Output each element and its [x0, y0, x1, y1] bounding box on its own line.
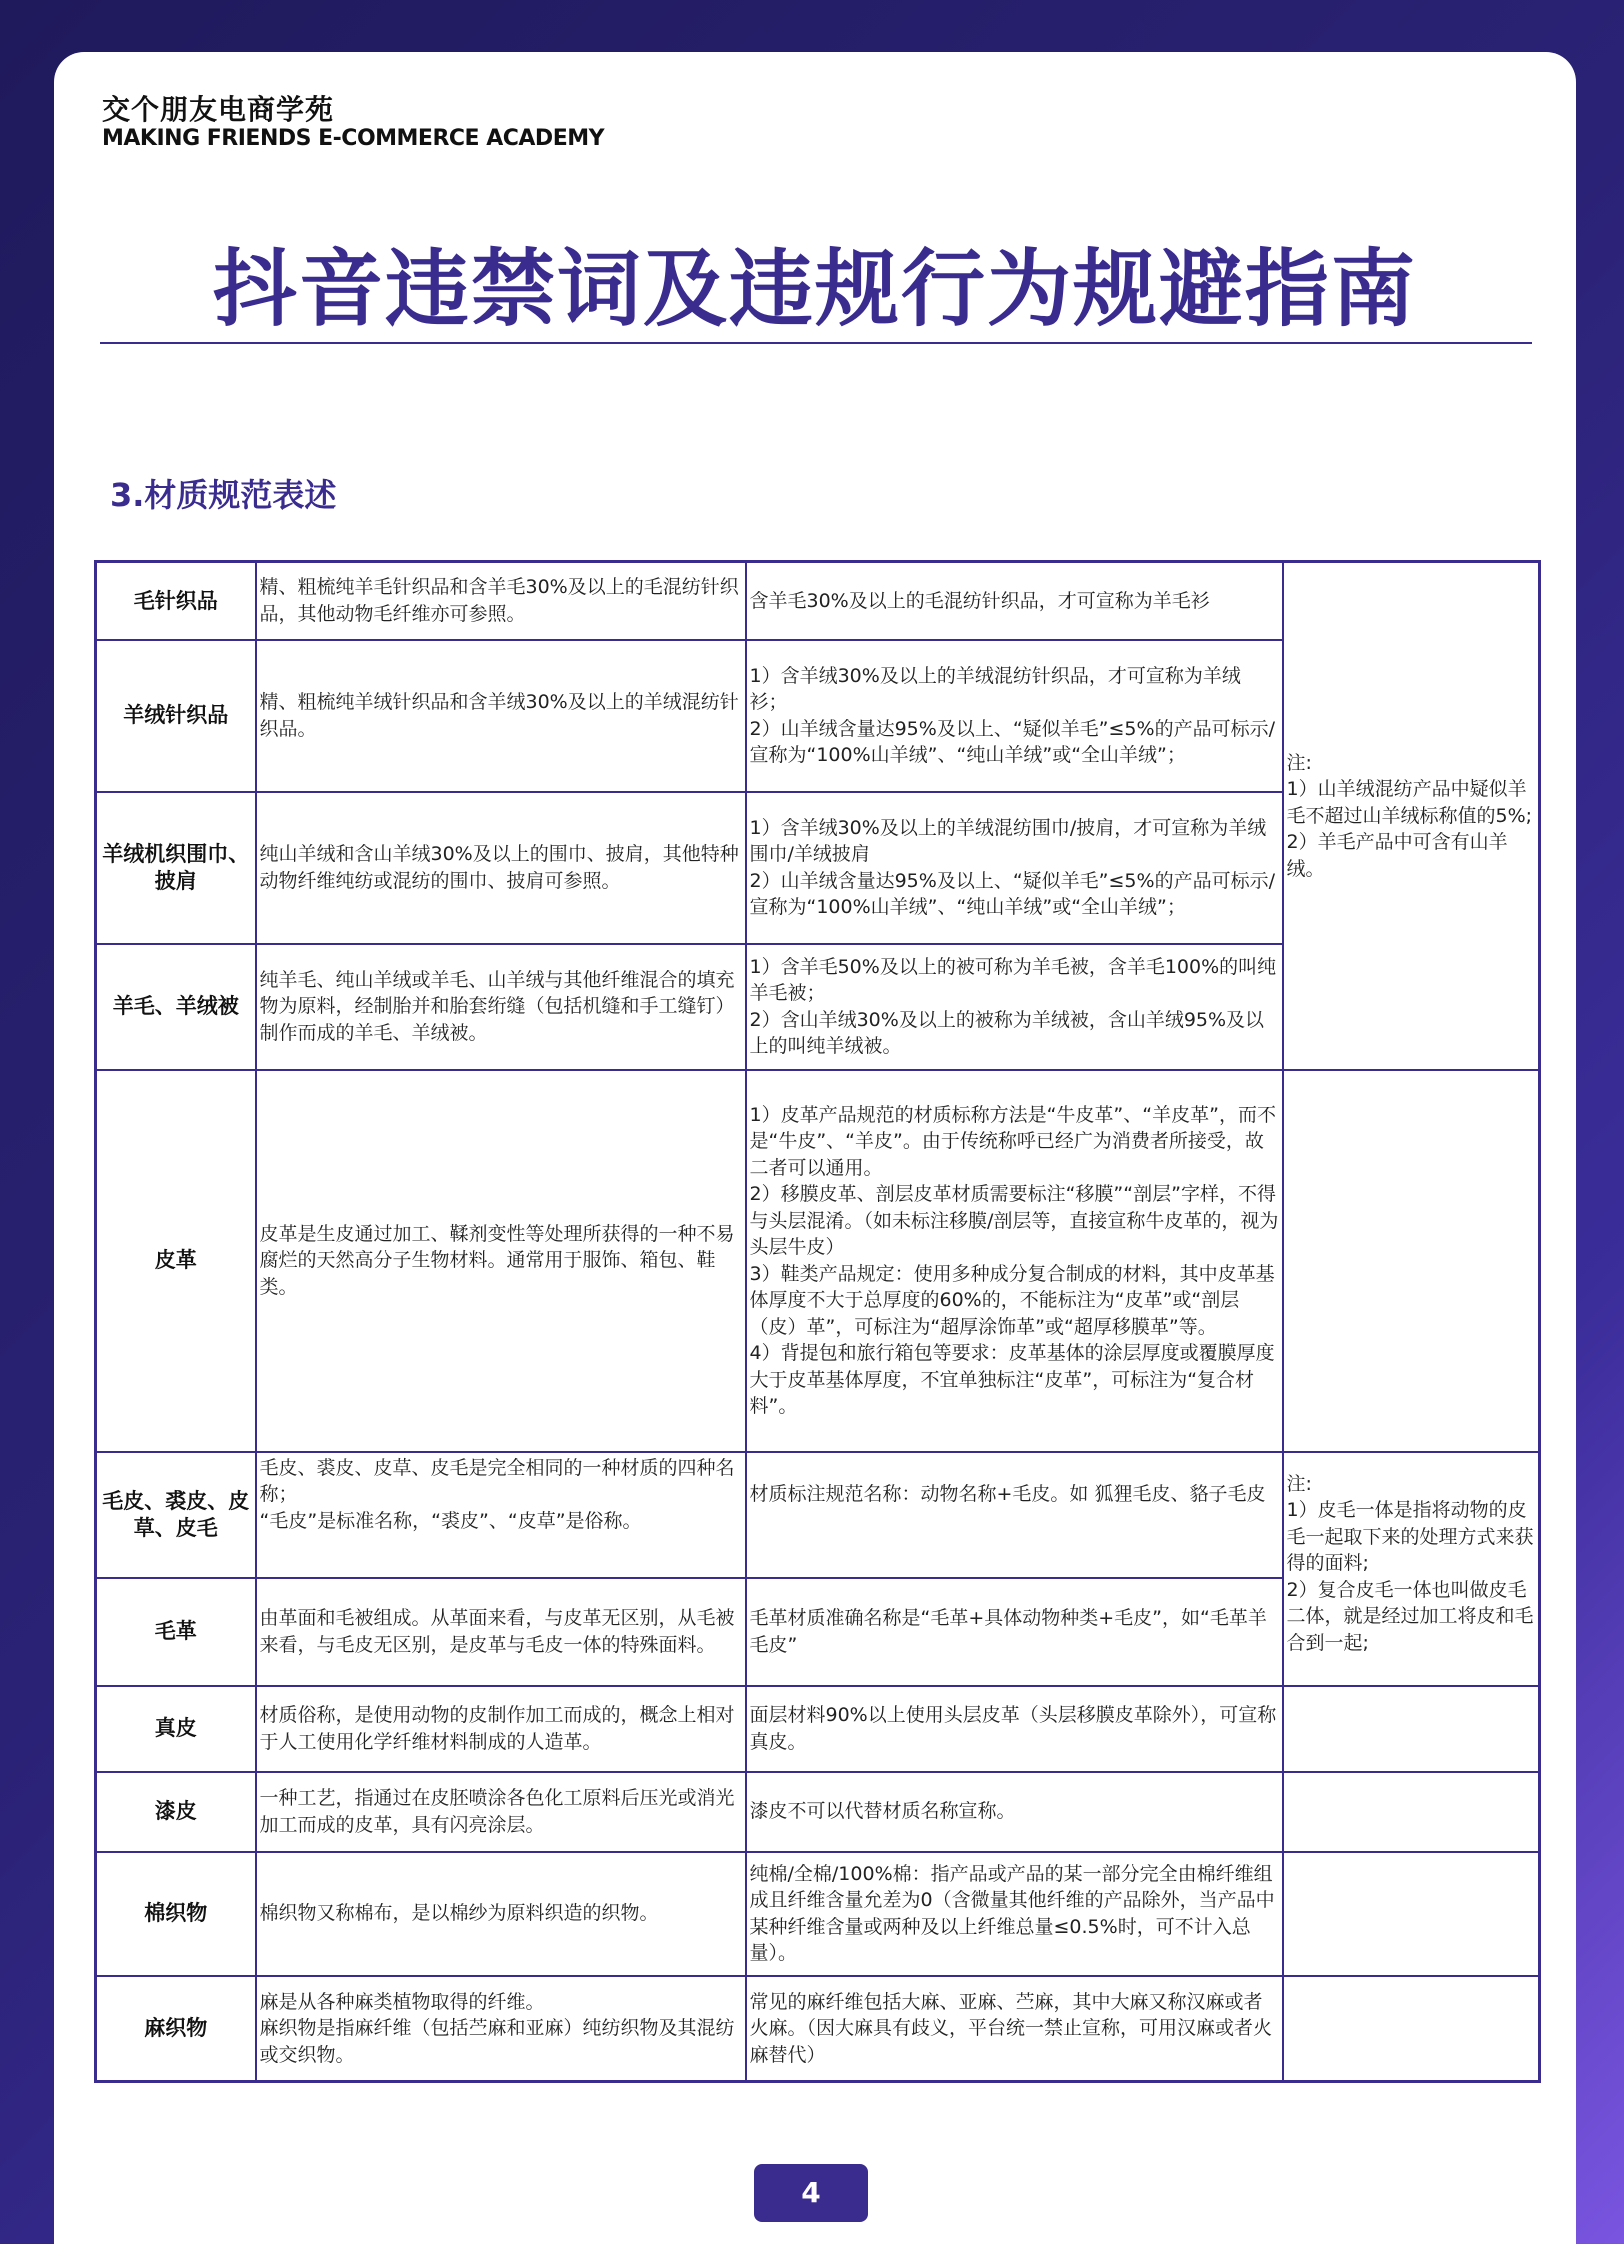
note-line: 2）复合皮毛一体也叫做皮毛二体，就是经过加工将皮和毛合到一起; [1286, 1578, 1534, 1654]
table-row [96, 1686, 1540, 1772]
table-row [96, 1976, 1540, 2082]
table-row [96, 1852, 1540, 1976]
note-line: 2）羊毛产品中可含有山羊绒。 [1286, 831, 1508, 880]
empty-note [1283, 1686, 1540, 1772]
material-name: 漆皮 [96, 1772, 256, 1852]
material-rule: 常见的麻纤维包括大麻、亚麻、苎麻，其中大麻又称汉麻或者火麻。（因大麻具有歧义，平台统一禁止宣称，可用汉麻或者火麻替代） [746, 1976, 1283, 2082]
material-rule: 材质标注规范名称：动物名称+毛皮。如 狐狸毛皮、貉子毛皮 [746, 1452, 1283, 1578]
material-definition: 材质俗称，是使用动物的皮制作加工而成的，概念上相对于人工使用化学纤维材料制成的人造革。 [256, 1686, 746, 1772]
material-definition: 毛皮、裘皮、皮草、皮毛是完全相同的一种材质的四种名称； “毛皮”是标准名称，“裘皮”、“皮草”是俗称。 [256, 1452, 746, 1578]
material-rule: 毛革材质准确名称是“毛革+具体动物种类+毛皮”，如“毛革羊毛皮” [746, 1578, 1283, 1686]
material-definition: 由革面和毛被组成。从革面来看，与皮革无区别，从毛被来看，与毛皮无区别，是皮革与毛皮一体的特殊面料。 [256, 1578, 746, 1686]
note-line: 1）山羊绒混纺产品中疑似羊毛不超过山羊绒标称值的5%; [1286, 778, 1533, 827]
material-definition: 皮革是生皮通过加工、鞣剂变性等处理所获得的一种不易腐烂的天然高分子生物材料。通常用于服饰、箱包、鞋类。 [256, 1070, 746, 1452]
material-definition: 纯山羊绒和含山羊绒30%及以上的围巾、披肩，其他特种动物纤维纯纺或混纺的围巾、披肩可参照。 [256, 792, 746, 944]
fur-note [1283, 1452, 1540, 1686]
material-rule: 1）含羊绒30%及以上的羊绒混纺针织品，才可宣称为羊绒衫； 2）山羊绒含量达95%及以上、“疑似羊毛”≤5%的产品可标示/宣称为“100%山羊绒”、“纯山羊绒”或“全山羊绒”； [746, 640, 1283, 792]
material-definition: 一种工艺，指通过在皮胚喷涂各色化工原料后压光或消光加工而成的皮革，具有闪亮涂层。 [256, 1772, 746, 1852]
material-rule: 1）含羊毛50%及以上的被可称为羊毛被，含羊毛100%的叫纯羊毛被； 2）含山羊绒30%及以上的被称为羊绒被，含山羊绒95%及以上的叫纯羊绒被。 [746, 944, 1283, 1070]
material-name: 真皮 [96, 1686, 256, 1772]
empty-note [1283, 1070, 1540, 1452]
material-definition: 精、粗梳纯羊绒针织品和含羊绒30%及以上的羊绒混纺针织品。 [256, 640, 746, 792]
title-divider [100, 342, 1532, 344]
note-line: 注: [1286, 751, 1312, 774]
material-table [94, 560, 1541, 2083]
material-definition: 棉织物又称棉布，是以棉纱为原料织造的织物。 [256, 1852, 746, 1976]
note-line: 注: [1286, 1472, 1312, 1495]
section-title: 3.材质规范表述 [110, 476, 337, 514]
material-rule: 漆皮不可以代替材质名称宣称。 [746, 1772, 1283, 1852]
empty-note [1283, 1852, 1540, 1976]
material-rule: 1）皮革产品规范的材质标称方法是“牛皮革”、“羊皮革”，而不是“牛皮”、“羊皮”。由于传统称呼已经广为消费者所接受，故二者可以通用。 2）移膜皮革、剖层皮革材质需要标注“移膜”“剖层”字样，不得与头层混淆。（如未标注移膜/剖层等，直接宣称牛皮革的，视为头层牛皮） 3）鞋类产品规定：使用多种成分复合制成的材料，其中皮革基体厚度不大于总厚度的60%的，不能标注为“皮革”或“剖层（皮）革”，可标注为“超厚涂饰革”或“超厚移膜革”等。 4）背提包和旅行箱包等要求：皮革基体的涂层厚度或覆膜厚度大于皮革基体厚度，不宜单独标注“皮革”，可标注为“复合材料”。 [746, 1070, 1283, 1452]
material-name: 羊绒针织品 [96, 640, 256, 792]
material-rule: 含羊毛30%及以上的毛混纺针织品，才可宣称为羊毛衫 [746, 562, 1283, 640]
empty-note [1283, 1976, 1540, 2082]
table-row [96, 1070, 1540, 1452]
material-rule: 1）含羊绒30%及以上的羊绒混纺围巾/披肩，才可宣称为羊绒围巾/羊绒披肩 2）山羊绒含量达95%及以上、“疑似羊毛”≤5%的产品可标示/宣称为“100%山羊绒”、“纯山羊绒”或“全山羊绒”； [746, 792, 1283, 944]
material-definition: 麻是从各种麻类植物取得的纤维。 麻织物是指麻纤维（包括苎麻和亚麻）纯纺织物及其混纺或交织物。 [256, 1976, 746, 2082]
empty-note [1283, 1772, 1540, 1852]
page-number: 4 [754, 2164, 868, 2222]
material-rule: 面层材料90%以上使用头层皮革（头层移膜皮革除外），可宣称真皮。 [746, 1686, 1283, 1772]
material-rule: 纯棉/全棉/100%棉：指产品或产品的某一部分完全由棉纤维组成且纤维含量允差为0（含微量其他纤维的产品除外，当产品中某种纤维含量或两种及以上纤维总量≤0.5%时，可不计入总量）。 [746, 1852, 1283, 1976]
material-name: 毛革 [96, 1578, 256, 1686]
brand-name-cn: 交个朋友电商学苑 [102, 93, 335, 126]
note-line: 1）皮毛一体是指将动物的皮毛一起取下来的处理方式来获得的面料; [1286, 1499, 1534, 1574]
page-card [54, 52, 1576, 2244]
table-row [96, 562, 1540, 640]
material-name: 毛针织品 [96, 562, 256, 640]
page-title: 抖音违禁词及违规行为规避指南 [212, 240, 1417, 338]
material-definition: 纯羊毛、纯山羊绒或羊毛、山羊绒与其他纤维混合的填充物为原料，经制胎并和胎套绗缝（包括机缝和手工缝钉）制作而成的羊毛、羊绒被。 [256, 944, 746, 1070]
material-name: 毛皮、裘皮、皮草、皮毛 [96, 1452, 256, 1578]
material-definition: 精、粗梳纯羊毛针织品和含羊毛30%及以上的毛混纺针织品，其他动物毛纤维亦可参照。 [256, 562, 746, 640]
brand-name-en: MAKING FRIENDS E-COMMERCE ACADEMY [102, 126, 605, 151]
table-row [96, 1452, 1540, 1578]
material-name: 棉织物 [96, 1852, 256, 1976]
material-name: 羊毛、羊绒被 [96, 944, 256, 1070]
table-row [96, 1772, 1540, 1852]
material-name: 麻织物 [96, 1976, 256, 2082]
wool-note [1283, 562, 1540, 1070]
material-name: 皮革 [96, 1070, 256, 1452]
material-name: 羊绒机织围巾、披肩 [96, 792, 256, 944]
